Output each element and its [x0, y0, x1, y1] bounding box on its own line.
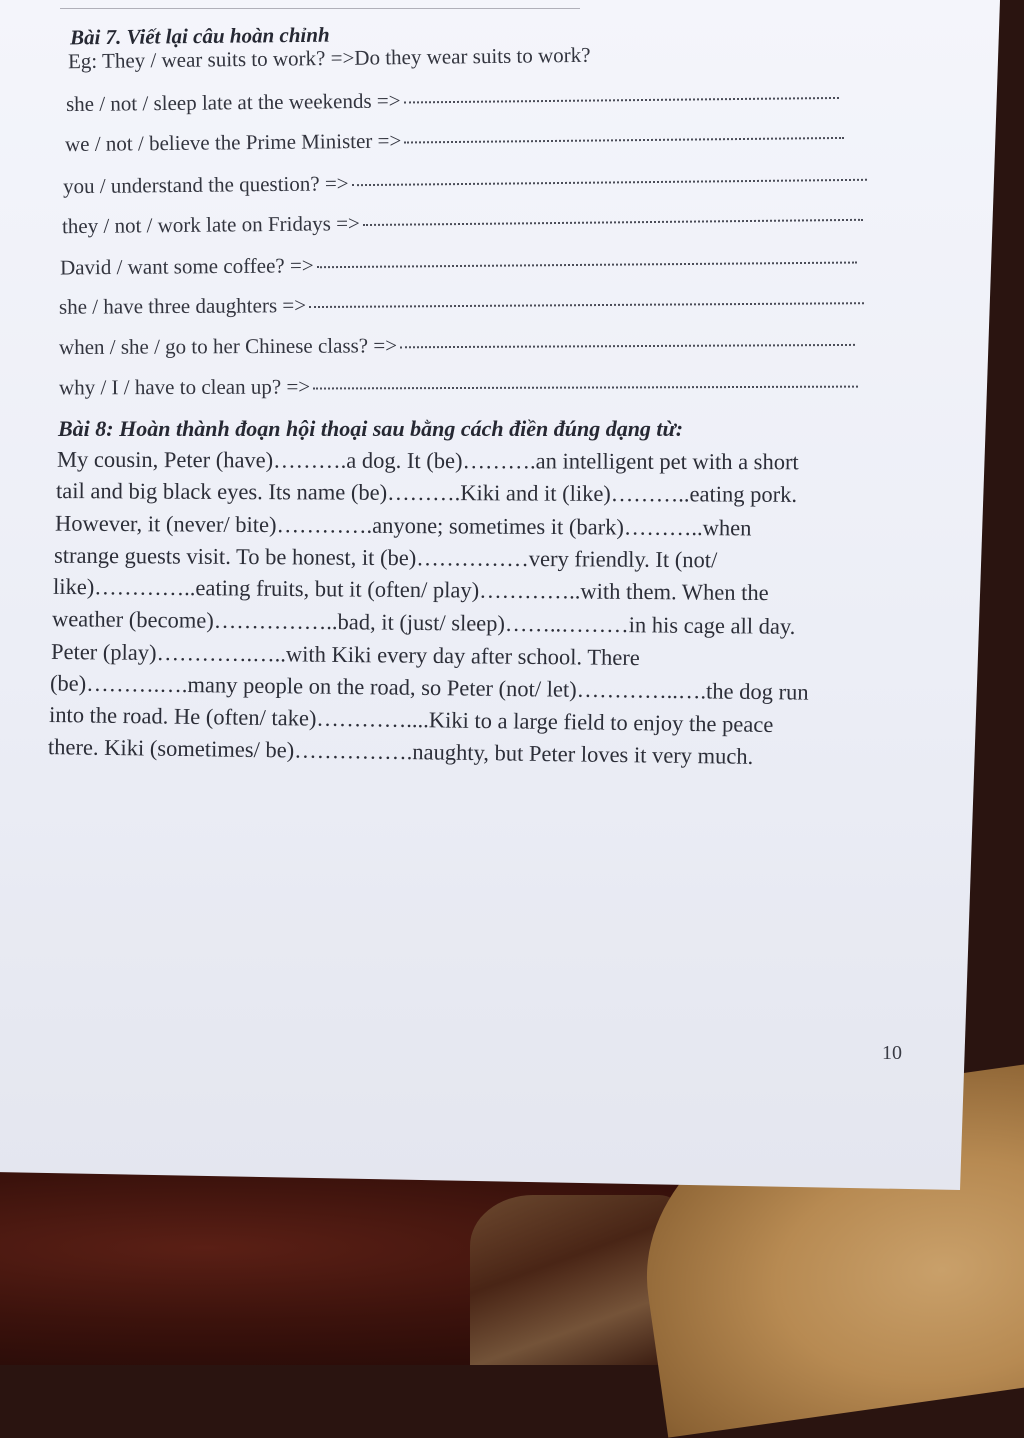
exercise-8-line-3: However, it (never/ bite)………….anyone; sometimes it (bark)………..when: [54, 510, 752, 541]
item-2-text: we / not / believe the Prime Minister =>: [64, 128, 402, 157]
exercise-8-line-2: tail and big black eyes. Its name (be)……….Kiki and it (like)………..eating pork.: [55, 478, 798, 507]
item-5-answer-blank[interactable]: [317, 262, 857, 269]
item-1-text: she / not / sleep late at the weekends =>: [65, 88, 401, 117]
exercise-8-line-4: strange guests visit. To be honest, it (be)……………very friendly. It (not/: [53, 542, 718, 573]
exercise-7-heading: Bài 7. Viết lại câu hoàn chỉnh: [69, 22, 330, 50]
item-8-text: why / I / have to clean up? =>: [58, 374, 311, 400]
item-6-answer-blank[interactable]: [309, 302, 864, 308]
exercise-7-item-7: [59, 331, 855, 360]
item-7-text: when / she / go to her Chinese class? =>: [58, 333, 398, 360]
item-5-text: David / want some coffee? =>: [59, 253, 314, 280]
example-text: Eg: They / wear suits to work? =>Do they wear suits to work?: [67, 42, 591, 74]
item-3-answer-blank[interactable]: [352, 179, 867, 186]
item-8-answer-blank[interactable]: [313, 386, 858, 390]
exercise-8-line-7: Peter (play)………….…..with Kiki every day after school. There: [50, 638, 640, 671]
exercise-8-line-10: there. Kiki (sometimes/ be)…………….naughty, but Peter loves it very much.: [47, 734, 754, 769]
exercise-8-line-9: into the road. He (often/ take)…………....Kiki to a large field to enjoy the peace: [48, 701, 774, 738]
item-7-answer-blank[interactable]: [400, 344, 855, 348]
item-2-answer-blank[interactable]: [404, 137, 844, 144]
item-6-text: she / have three daughters =>: [58, 293, 307, 319]
torn-top-edge: [60, 0, 580, 9]
item-4-answer-blank[interactable]: [363, 219, 863, 226]
item-1-answer-blank[interactable]: [404, 97, 839, 104]
item-4-text: they / not / work late on Fridays =>: [61, 211, 360, 239]
exercise-8-line-1: My cousin, Peter (have)……….a dog. It (be)……….an intelligent pet with a short: [56, 446, 799, 475]
exercise-8-heading: Bài 8: Hoàn thành đoạn hội thoại sau bằng cách điền đúng dạng từ:: [58, 416, 684, 441]
exercise-8-line-6: weather (become)……………..bad, it (just/ sleep)……..………in his cage all day.: [51, 606, 796, 639]
exercise-7-item-8: [59, 373, 858, 401]
exercise-8-line-5: like)…………..eating fruits, but it (often/ play)…………..with them. When the: [52, 573, 769, 606]
exercise-8-line-8: (be)……….….many people on the road, so Peter (not/ let)…………..….the dog run: [49, 670, 809, 705]
page-number: 10: [882, 1042, 902, 1064]
item-3-text: you / understand the question? =>: [62, 171, 349, 199]
